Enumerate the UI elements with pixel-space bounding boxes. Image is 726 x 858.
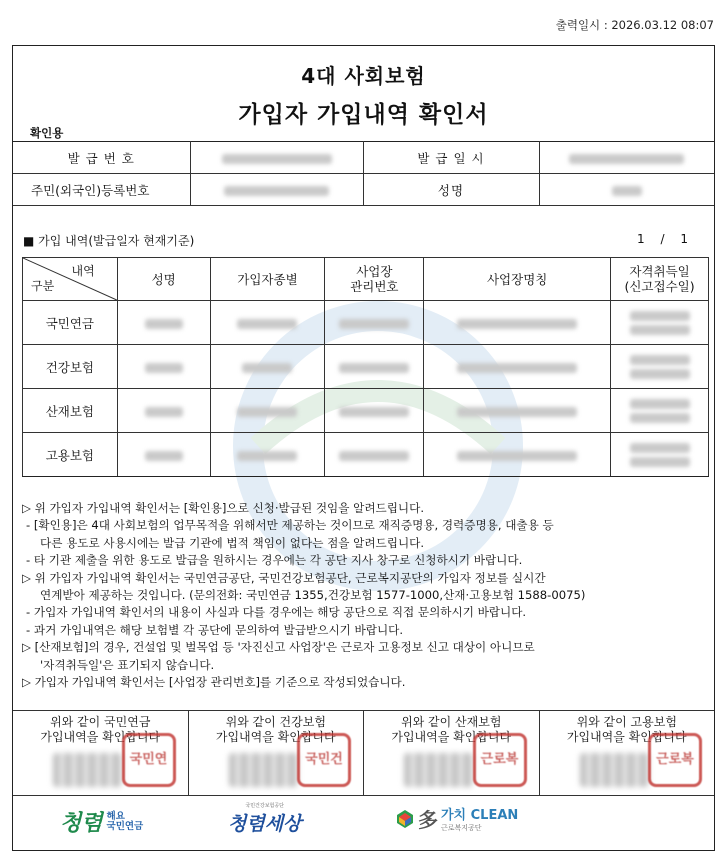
header-name: 성명	[117, 258, 210, 301]
header-line: (신고접수일)	[624, 279, 695, 294]
cell-blurred	[210, 301, 325, 345]
official-seal-icon: 근로복	[473, 733, 527, 787]
header-workplace-no	[325, 258, 424, 301]
cell-blurred	[117, 389, 210, 433]
corner-top-label: 내역	[71, 264, 95, 278]
header-workplace-name: 사업장명칭	[424, 258, 611, 301]
name-value	[539, 174, 714, 206]
confirm-use-label: 확인용	[30, 126, 64, 140]
signature-blurred	[229, 753, 299, 787]
note-line: - 과거 가입내역은 해당 보험별 각 공단에 문의하여 발급받으시기 바랍니다.	[26, 622, 404, 637]
confirm-employment	[540, 711, 715, 795]
note-line: 다른 용도로 사용시에는 발급 기관에 법적 책임이 없다는 점을 알려드립니다.	[40, 535, 425, 550]
official-seal-icon: 근로복	[648, 733, 702, 787]
row-label-industrial: 산재보험	[23, 389, 118, 433]
cell-blurred	[611, 389, 709, 433]
logo3-sub: 근로복지공단	[441, 824, 482, 832]
header-member-type: 가입자종별	[210, 258, 325, 301]
issue-date-value	[539, 142, 714, 174]
header-acquire-date	[611, 258, 709, 301]
signature-blurred	[53, 753, 123, 787]
confirm-text: 위와 같이 산재보험	[401, 715, 502, 729]
logo2-main: 청렴세상	[228, 813, 302, 835]
logo3-da: 多	[418, 808, 438, 832]
cell-blurred	[325, 433, 424, 477]
corner-bottom-label: 구분	[31, 279, 55, 293]
confirm-text: 가입내역을 확인합니다	[566, 730, 687, 744]
cell-blurred	[117, 301, 210, 345]
header-line: 자격취득일	[629, 264, 690, 279]
official-seal-icon: 국민건	[297, 733, 351, 787]
title-line1: 4대 사회보험	[301, 64, 426, 88]
cell-blurred	[424, 389, 611, 433]
confirm-text: 위와 같이 국민연금	[50, 715, 151, 729]
corner-header	[23, 258, 118, 301]
issue-date-label: 발 급 일 시	[363, 142, 539, 174]
document-frame	[12, 45, 715, 851]
cell-blurred	[424, 433, 611, 477]
cell-blurred	[210, 389, 325, 433]
official-seal-icon: 국민연	[122, 733, 176, 787]
cell-blurred	[210, 433, 325, 477]
cell-blurred	[611, 433, 709, 477]
cell-blurred	[325, 345, 424, 389]
cell-blurred	[424, 301, 611, 345]
print-date: 출력일시 : 2026.03.12 08:07	[555, 18, 714, 32]
title-line2: 가입자 가입내역 확인서	[238, 102, 489, 128]
note-line: - [확인용]은 4대 사회보험의 업무목적을 위해서만 제공하는 것이므로 재직증명용, 경력증명용, 대출용 등	[26, 518, 554, 533]
cell-blurred	[325, 301, 424, 345]
note-line: 연계받아 제공하는 것입니다. (문의전화: 국민연금 1355,건강보험 1577-1000,산재·고용보험 1588-0075)	[40, 588, 586, 603]
footer-logos	[13, 796, 714, 850]
note-line: ▷ 가입자 가입내역 확인서는 [사업장 관리번호]를 기준으로 작성되었습니다.	[22, 675, 406, 690]
notes-block	[22, 500, 712, 691]
confirm-text: 위와 같이 건강보험	[225, 715, 326, 729]
note-line: - 가입자 가입내역 확인서의 내용이 사실과 다를 경우에는 해당 공단으로 직접 문의하시기 바랍니다.	[26, 605, 527, 620]
signature-blurred	[404, 753, 474, 787]
row-label-employment: 고용보험	[23, 433, 118, 477]
issue-no-label: 발 급 번 호	[13, 142, 190, 174]
confirm-text: 가입내역을 확인합니다	[215, 730, 336, 744]
info-table	[13, 141, 714, 206]
note-line: ▷ 위 가입자 가입내역 확인서는 국민연금공단, 국민건강보험공단, 근로복지공단의 가입자 정보를 실시간	[22, 570, 546, 585]
note-line: '자격취득일'은 표기되지 않습니다.	[40, 657, 215, 672]
signature-blurred	[580, 753, 650, 787]
cell-blurred	[424, 345, 611, 389]
logo1-sub: 해요 국민연금	[106, 810, 144, 832]
cell-blurred	[611, 301, 709, 345]
name-label: 성명	[363, 174, 539, 206]
cell-blurred	[117, 345, 210, 389]
logo1-main: 청렴	[60, 810, 103, 836]
page-count: 1 / 1	[637, 232, 694, 246]
note-line: ▷ 위 가입자 가입내역 확인서는 [확인용]으로 신청·발급된 것임을 알려드립니다.	[22, 501, 425, 515]
confirmation-row	[13, 710, 714, 796]
confirm-text: 가입내역을 확인합니다	[391, 730, 512, 744]
confirm-health	[189, 711, 365, 795]
cell-blurred	[611, 345, 709, 389]
logo2-tiny: 국민건강보험공단	[245, 803, 285, 809]
resident-no-value	[190, 174, 363, 206]
comwel-emblem-icon	[395, 809, 415, 829]
row-label-pension: 국민연금	[23, 301, 118, 345]
join-table	[22, 257, 709, 477]
nhis-integrity-logo	[228, 802, 301, 836]
confirm-text: 위와 같이 고용보험	[576, 715, 677, 729]
row-label-health: 건강보험	[23, 345, 118, 389]
confirm-text: 가입내역을 확인합니다	[40, 730, 161, 744]
cell-blurred	[210, 345, 325, 389]
comwel-clean-logo	[395, 804, 518, 833]
section-title: ■ 가입 내역(발급일자 현재기준)	[23, 234, 195, 248]
header-line: 사업장	[356, 264, 393, 279]
issue-no-value	[190, 142, 363, 174]
logo3-clean: 가치 CLEAN	[441, 808, 519, 823]
confirm-industrial	[364, 711, 540, 795]
header-line: 관리번호	[350, 279, 399, 294]
nps-integrity-logo	[60, 806, 143, 837]
note-line: - 타 기관 제출을 위한 용도로 발급을 원하시는 경우에는 각 공단 지사 창구로 신청하시기 바랍니다.	[26, 553, 523, 568]
resident-no-label: 주민(외국인)등록번호	[13, 174, 190, 206]
cell-blurred	[325, 389, 424, 433]
note-line: ▷ [산재보험]의 경우, 건설업 및 벌목업 등 '자진신고 사업장'은 근로자 고용정보 신고 대상이 아니므로	[22, 640, 535, 655]
confirm-pension	[13, 711, 189, 795]
cell-blurred	[117, 433, 210, 477]
